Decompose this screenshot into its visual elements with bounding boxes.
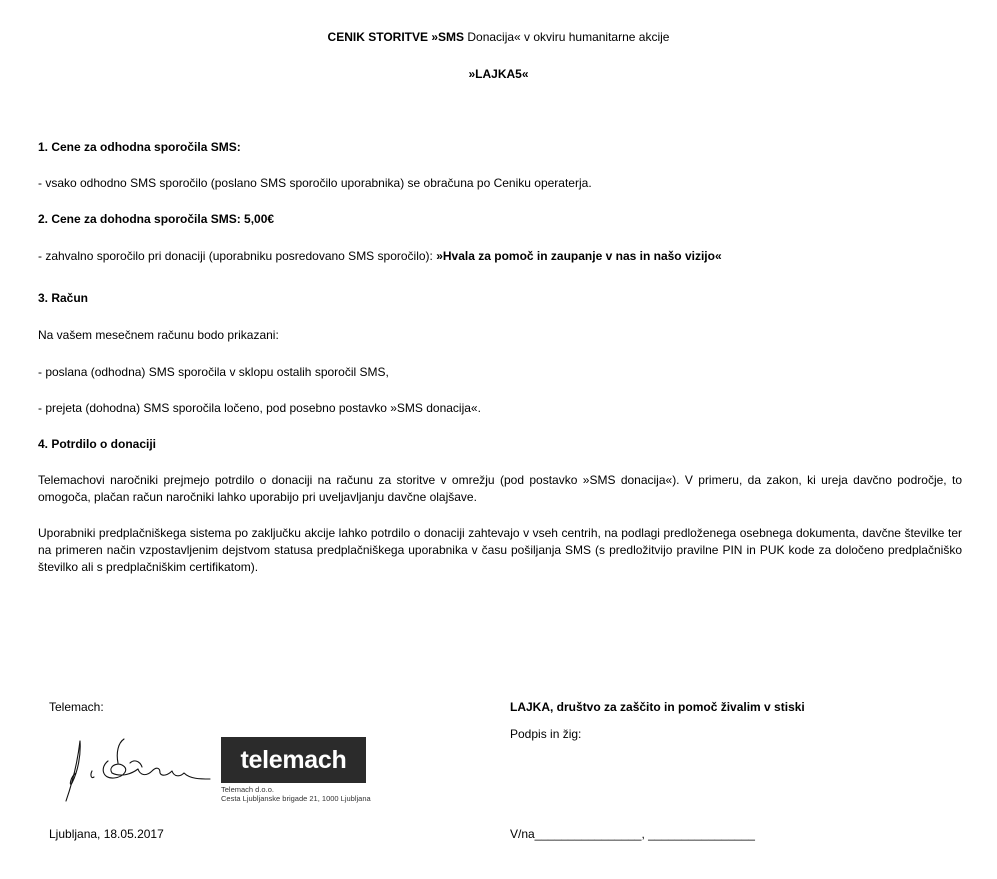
telemach-place-date: Ljubljana, 18.05.2017 [49, 827, 164, 841]
section3-item-1: - poslana (odhodna) SMS sporočila v sklopu ostalih sporočil SMS, [38, 365, 389, 379]
telemach-logo: telemach [221, 737, 366, 783]
section4-paragraph-2: Uporabniki predplačniškega sistema po zaključku akcije lahko potrdilo o donaciji zahtevajo v vseh centrih, na podlagi predloženega osebnega dokumenta, davčne številke ter na primeren način vzpostavljenim dejstvom statusa predplačniškega uporabnika v času pošiljanja SMS (s predložitvijo pravilne PIN in PUK kode za določeno predplačniško številko ali s predplačniškim certifikatom). [38, 526, 962, 574]
section4-heading: 4. Potrdilo o donaciji [38, 437, 157, 451]
section3-heading: 3. Račun [38, 291, 89, 305]
title-service: SMS [438, 30, 465, 44]
lajka-place-date-field: V/na________________, ________________ [510, 827, 755, 841]
signature-image [60, 733, 215, 805]
title-service-rest: Donacija« v okviru humanitarne akcije [464, 30, 670, 44]
section1-heading: 1. Cene za odhodna sporočila SMS: [38, 140, 241, 154]
document-title [0, 30, 997, 44]
section1-item: - vsako odhodno SMS sporočilo (poslano SMS sporočilo uporabnika) se obračuna po Ceniku operaterja. [38, 176, 592, 190]
section3-intro: Na vašem mesečnem računu bodo prikazani: [38, 328, 279, 342]
lajka-signature-label: Podpis in žig: [510, 727, 582, 741]
section2-item-prefix: - zahvalno sporočilo pri donaciji (uporabniku posredovano SMS sporočilo): [38, 249, 437, 263]
campaign-name: »LAJKA5« [468, 67, 529, 81]
telemach-label: Telemach: [49, 700, 104, 714]
title-prefix: CENIK STORITVE » [327, 30, 438, 44]
section2-heading: 2. Cene za dohodna sporočila SMS: 5,00€ [38, 212, 275, 226]
section4-paragraph-1: Telemachovi naročniki prejmejo potrdilo o donaciji na računu za storitve v omrežju (pod postavko »SMS donacija«). V primeru, da zakon, ki ureja davčno področje, to omogoča, plačan račun naročniki lahko uporabijo pri uveljavljanju davčne olajšave. [38, 473, 962, 504]
thank-you-message: »Hvala za pomoč in zaupanje v nas in našo vizijo« [436, 249, 722, 263]
lajka-organization: LAJKA, društvo za zaščito in pomoč živalim v stiski [510, 700, 805, 714]
telemach-logo-company: Telemach d.o.o. [221, 785, 274, 794]
section2-item [38, 248, 962, 265]
section3-item-2: - prejeta (dohodna) SMS sporočila ločeno, pod posebno postavko »SMS donacija«. [38, 401, 481, 415]
telemach-logo-address: Cesta Ljubljanske brigade 21, 1000 Ljubljana [221, 794, 371, 803]
